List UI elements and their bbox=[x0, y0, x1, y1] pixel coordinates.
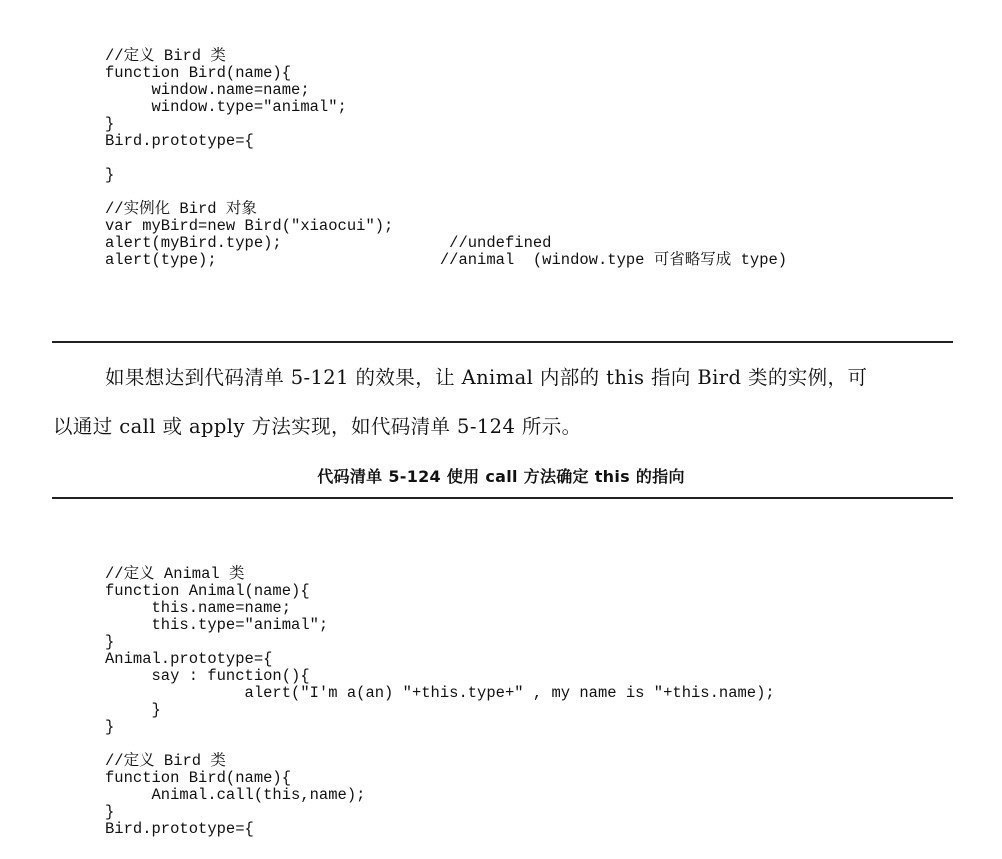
code-line: window.name=name; bbox=[105, 81, 310, 99]
code-line: this.name=name; bbox=[105, 599, 292, 617]
code-line: window.type="animal"; bbox=[105, 98, 347, 116]
code-line: alert(type); //animal (window.type 可省略写成 type) bbox=[105, 251, 788, 269]
code-line bbox=[105, 150, 787, 167]
code-line: alert("I'm a(an) "+this.type+" , my name is "+this.name); bbox=[105, 684, 775, 702]
code-line: say : function(){ bbox=[105, 667, 310, 685]
code-line: function Bird(name){ bbox=[105, 769, 292, 787]
code-line: Animal.call(this,name); bbox=[105, 786, 366, 804]
listing-caption: 代码清单 5-124 使用 call 方法确定 this 的指向 bbox=[317, 467, 685, 486]
code-line bbox=[105, 736, 775, 753]
horizontal-rule bbox=[52, 497, 953, 499]
code-line bbox=[105, 184, 787, 201]
code-line: } bbox=[105, 701, 161, 719]
code-listing-bottom bbox=[105, 566, 775, 838]
code-line: Bird.prototype={ bbox=[105, 820, 254, 838]
code-line: //定义 Bird 类 bbox=[105, 47, 226, 65]
code-line: function Animal(name){ bbox=[105, 582, 310, 600]
body-paragraph-line-1: 如果想达到代码清单 5-121 的效果，让 Animal 内部的 this 指向 Bird 类的实例，可 bbox=[105, 366, 868, 389]
code-line: } bbox=[105, 166, 115, 184]
code-line: } bbox=[105, 803, 115, 821]
code-line: function Bird(name){ bbox=[105, 64, 292, 82]
code-listing-top bbox=[105, 48, 787, 269]
code-line: //定义 Animal 类 bbox=[105, 565, 245, 583]
code-line: Bird.prototype={ bbox=[105, 132, 254, 150]
code-line: } bbox=[105, 633, 115, 651]
code-line: var myBird=new Bird("xiaocui"); bbox=[105, 217, 394, 235]
code-line: } bbox=[105, 115, 115, 133]
body-paragraph-line-2: 以通过 call 或 apply 方法实现，如代码清单 5-124 所示。 bbox=[53, 415, 582, 438]
code-line: } bbox=[105, 718, 115, 736]
code-line: //定义 Bird 类 bbox=[105, 752, 226, 770]
code-line: //实例化 Bird 对象 bbox=[105, 200, 257, 218]
code-line: alert(myBird.type); //undefined bbox=[105, 234, 552, 252]
horizontal-rule bbox=[52, 341, 953, 343]
code-line: this.type="animal"; bbox=[105, 616, 329, 634]
code-line: Animal.prototype={ bbox=[105, 650, 273, 668]
